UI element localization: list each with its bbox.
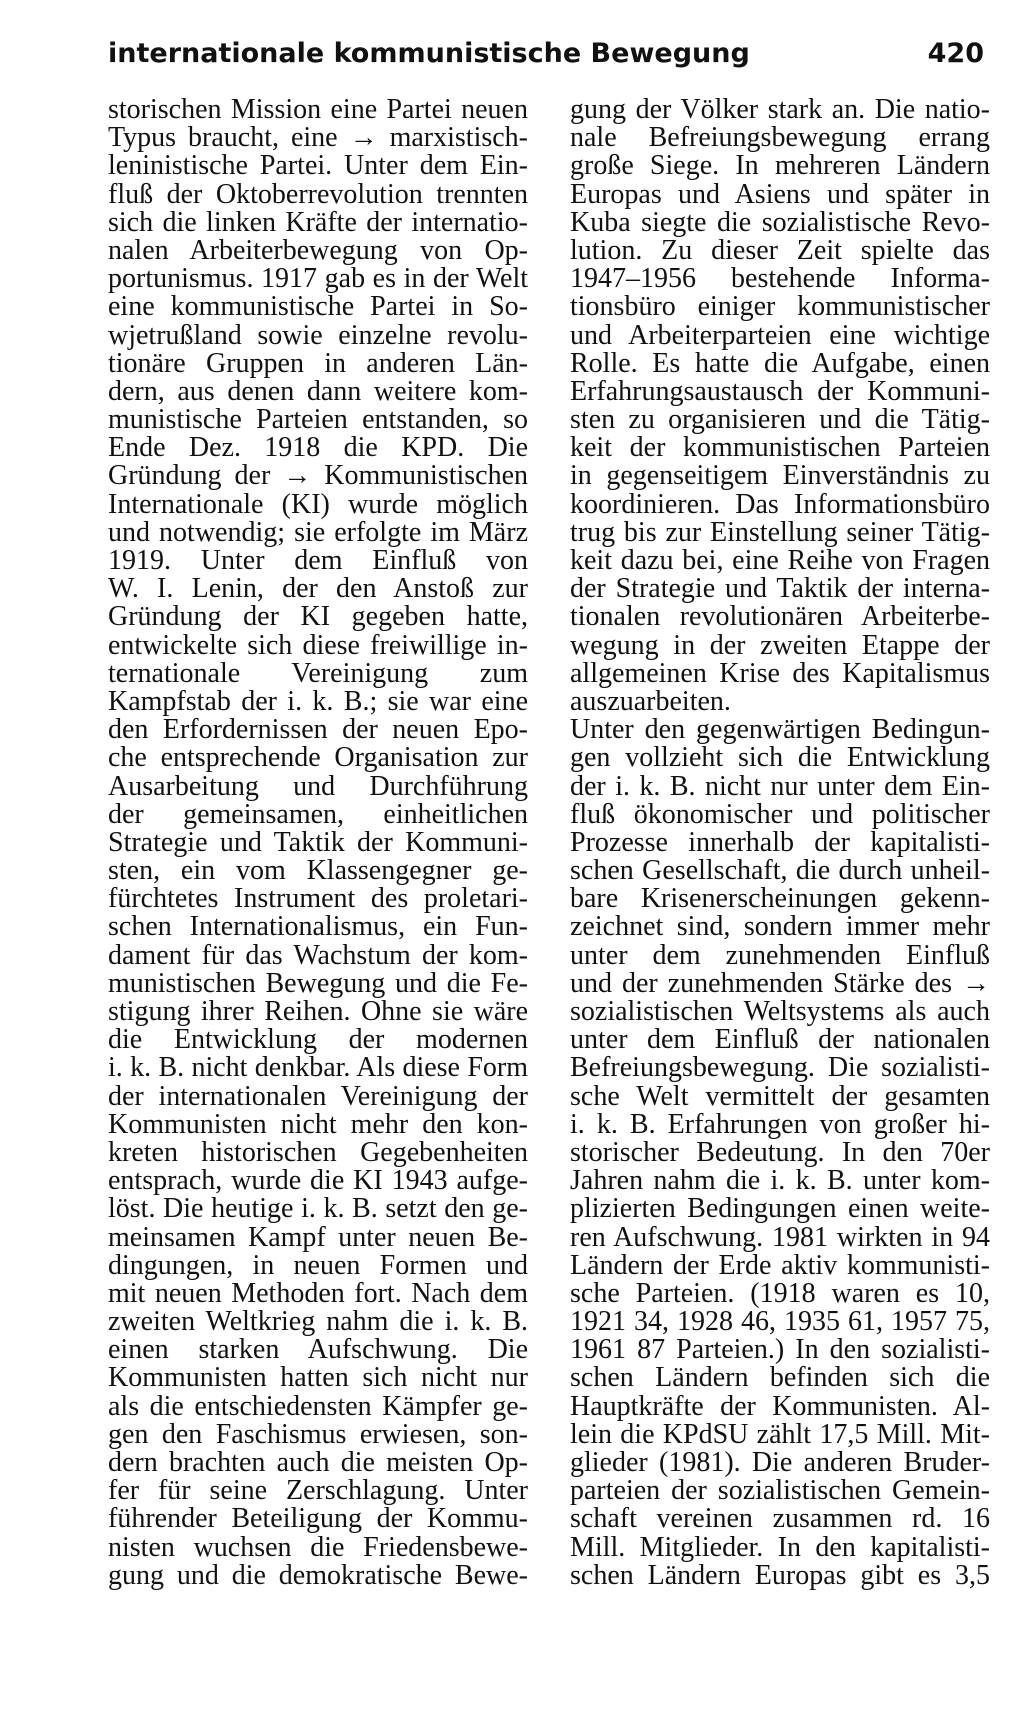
text-line: der Strategie und Taktik der interna- xyxy=(570,575,990,604)
text-line: Kampfstab der i. k. B.; sie war eine xyxy=(108,687,528,717)
text-line: Unter den gegenwärtigen Bedingun- xyxy=(570,716,990,745)
text-line: dern, aus denen dann weitere kom- xyxy=(108,377,528,407)
text-line: dingungen, in neuen Formen und xyxy=(108,1251,528,1280)
text-line: Kommunisten hatten sich nicht nur xyxy=(108,1364,528,1393)
text-line: Prozesse innerhalb der kapitalisti- xyxy=(570,828,990,858)
text-line: leninistische Partei. Unter dem Ein- xyxy=(108,152,528,181)
text-line: kreten historischen Gegebenheiten xyxy=(108,1138,528,1168)
text-line: 1961 87 Parteien.) In den sozialisti- xyxy=(570,1336,990,1365)
text-line: sich die linken Kräfte der internatio- xyxy=(108,208,528,237)
text-line: ternationale Vereinigung zum xyxy=(108,659,528,688)
text-line: sche Welt vermittelt der gesamten xyxy=(570,1082,990,1111)
text-line: 1921 34, 1928 46, 1935 61, 1957 75, xyxy=(570,1308,990,1337)
page-header xyxy=(108,38,984,78)
text-line: den Erfordernissen der neuen Epo- xyxy=(108,716,528,745)
text-line: löst. Die heutige i. k. B. setzt den ge- xyxy=(108,1195,528,1224)
text-line: gen vollzieht sich die Entwicklung xyxy=(570,744,990,773)
text-line: Erfahrungsaustausch der Kommuni- xyxy=(570,377,990,407)
text-line: Hauptkräfte der Kommunisten. Al- xyxy=(570,1392,990,1421)
text-line: unter dem Einfluß der nationalen xyxy=(570,1026,990,1055)
text-line: fluß der Oktoberrevolution trennten xyxy=(108,180,528,209)
text-line: eine kommunistische Partei in So- xyxy=(108,293,528,322)
text-line: und Arbeiterparteien eine wichtige xyxy=(570,321,990,350)
text-line: Befreiungsbewegung. Die sozialisti- xyxy=(570,1054,990,1083)
page-number: 420 xyxy=(927,38,984,69)
text-line: trug bis zur Einstellung seiner Tätig- xyxy=(570,518,990,547)
text-line: Ende Dez. 1918 die KPD. Die xyxy=(108,434,528,463)
text-line: Gründung der → Kommunistischen xyxy=(108,462,528,491)
text-line: der gemeinsamen, einheitlichen xyxy=(108,800,528,829)
text-line: wegung in der zweiten Etappe der xyxy=(570,631,990,660)
text-line: gen den Faschismus erwiesen, son- xyxy=(108,1420,528,1449)
text-line: gung und die demokratische Bewe- xyxy=(108,1561,528,1590)
right-text-column xyxy=(570,96,990,1590)
text-line: i. k. B. nicht denkbar. Als diese Form xyxy=(108,1054,528,1083)
text-line: 1947–1956 bestehende Informa- xyxy=(570,265,990,294)
text-line: Kuba siegte die sozialistische Revo- xyxy=(570,208,990,237)
text-line: Mill. Mitglieder. In den kapitalisti- xyxy=(570,1533,990,1562)
text-line: sozialistischen Weltsystems als auch xyxy=(570,998,990,1027)
text-line: und notwendig; sie erfolgte im März xyxy=(108,518,528,547)
text-line: che entsprechende Organisation zur xyxy=(108,744,528,773)
text-line: und der zunehmenden Stärke des → xyxy=(570,969,990,998)
text-line: entwickelte sich diese freiwillige in- xyxy=(108,631,528,660)
text-line: 1919. Unter dem Einfluß von xyxy=(108,547,528,576)
text-line: lution. Zu dieser Zeit spielte das xyxy=(570,236,990,266)
text-line: fürchtetes Instrument des proletari- xyxy=(108,885,528,914)
text-line: parteien der sozialistischen Gemein- xyxy=(570,1477,990,1506)
text-line: unter dem zunehmenden Einfluß xyxy=(570,941,990,970)
text-line: sche Parteien. (1918 waren es 10, xyxy=(570,1279,990,1309)
text-line: fluß ökonomischer und politischer xyxy=(570,800,990,829)
text-line: mit neuen Methoden fort. Nach dem xyxy=(108,1279,528,1309)
text-line: schen Ländern Europas gibt es 3,5 xyxy=(570,1561,990,1590)
text-line: storischen Mission eine Partei neuen xyxy=(108,96,528,125)
text-line: tionsbüro einiger kommunistischer xyxy=(570,293,990,322)
text-line: i. k. B. Erfahrungen von großer hi- xyxy=(570,1110,990,1139)
text-line: führender Beteiligung der Kommu- xyxy=(108,1505,528,1534)
text-line: der i. k. B. nicht nur unter dem Ein- xyxy=(570,772,990,801)
text-line: wjetrußland sowie einzelne revolu- xyxy=(108,321,528,350)
text-line: schen Internationalismus, ein Fun- xyxy=(108,913,528,942)
text-line: gung der Völker stark an. Die natio- xyxy=(570,96,990,125)
text-line: sten zu organisieren und die Tätig- xyxy=(570,406,990,435)
text-line: einen starken Aufschwung. Die xyxy=(108,1336,528,1365)
text-line: auszuarbeiten. xyxy=(570,687,731,717)
text-line: keit der kommunistischen Parteien xyxy=(570,434,990,463)
text-line: zeichnet sind, sondern immer mehr xyxy=(570,913,990,942)
text-line: Rolle. Es hatte die Aufgabe, einen xyxy=(570,349,990,378)
text-line: bare Krisenerscheinungen gekenn- xyxy=(570,885,990,914)
left-text-column xyxy=(108,96,528,1590)
text-line: entsprach, wurde die KI 1943 aufge- xyxy=(108,1167,528,1196)
text-line: schen Ländern befinden sich die xyxy=(570,1364,990,1393)
text-line: schaft vereinen zusammen rd. 16 xyxy=(570,1505,990,1534)
text-line: lein die KPdSU zählt 17,5 Mill. Mit- xyxy=(570,1420,990,1449)
running-head-title: internationale kommunistische Bewegung xyxy=(108,38,750,69)
text-line: portunismus. 1917 gab es in der Welt xyxy=(108,265,528,294)
text-line: tionäre Gruppen in anderen Län- xyxy=(108,349,528,378)
text-line: fer für seine Zerschlagung. Unter xyxy=(108,1477,528,1506)
text-line: Kommunisten nicht mehr den kon- xyxy=(108,1110,528,1139)
text-line: schen Gesellschaft, die durch unheil- xyxy=(570,857,990,886)
text-line: Gründung der KI gegeben hatte, xyxy=(108,603,528,632)
text-line: zweiten Weltkrieg nahm die i. k. B. xyxy=(108,1308,528,1337)
text-line: in gegenseitigem Einverständnis zu xyxy=(570,462,990,491)
text-line: nalen Arbeiterbewegung von Op- xyxy=(108,236,528,266)
text-line: Typus braucht, eine → marxistisch- xyxy=(108,124,528,153)
text-line: nale Befreiungsbewegung errang xyxy=(570,124,990,153)
text-line: Ausarbeitung und Durchführung xyxy=(108,772,528,801)
text-line: allgemeinen Krise des Kapitalismus xyxy=(570,659,990,688)
text-line: dament für das Wachstum der kom- xyxy=(108,941,528,970)
text-line: munistische Parteien entstanden, so xyxy=(108,406,528,435)
text-line: Internationale (KI) wurde möglich xyxy=(108,490,528,519)
text-line: als die entschiedensten Kämpfer ge- xyxy=(108,1392,528,1421)
text-line: munistischen Bewegung und die Fe- xyxy=(108,969,528,998)
text-line: die Entwicklung der modernen xyxy=(108,1026,528,1055)
text-line: stigung ihrer Reihen. Ohne sie wäre xyxy=(108,998,528,1027)
text-line: koordinieren. Das Informationsbüro xyxy=(570,490,990,519)
text-line: storischer Bedeutung. In den 70er xyxy=(570,1138,990,1168)
text-line: ren Aufschwung. 1981 wirkten in 94 xyxy=(570,1223,990,1252)
text-line: meinsamen Kampf unter neuen Be- xyxy=(108,1223,528,1252)
text-line: nisten wuchsen die Friedensbewe- xyxy=(108,1533,528,1562)
text-line: der internationalen Vereinigung der xyxy=(108,1082,528,1111)
text-line: keit dazu bei, eine Reihe von Fragen xyxy=(570,547,990,576)
text-line: sten, ein vom Klassengegner ge- xyxy=(108,857,528,886)
text-line: glieder (1981). Die anderen Bruder- xyxy=(570,1449,990,1478)
text-line: plizierten Bedingungen einen weite- xyxy=(570,1195,990,1224)
text-line: tionalen revolutionären Arbeiterbe- xyxy=(570,603,990,632)
text-line: Strategie und Taktik der Kommuni- xyxy=(108,828,528,858)
text-line: Ländern der Erde aktiv kommunisti- xyxy=(570,1251,990,1280)
text-line: große Siege. In mehreren Ländern xyxy=(570,152,990,181)
text-line: Jahren nahm die i. k. B. unter kom- xyxy=(570,1167,990,1196)
text-line: Europas und Asiens und später in xyxy=(570,180,990,209)
text-line: W. I. Lenin, der den Anstoß zur xyxy=(108,575,528,604)
text-line: dern brachten auch die meisten Op- xyxy=(108,1449,528,1478)
